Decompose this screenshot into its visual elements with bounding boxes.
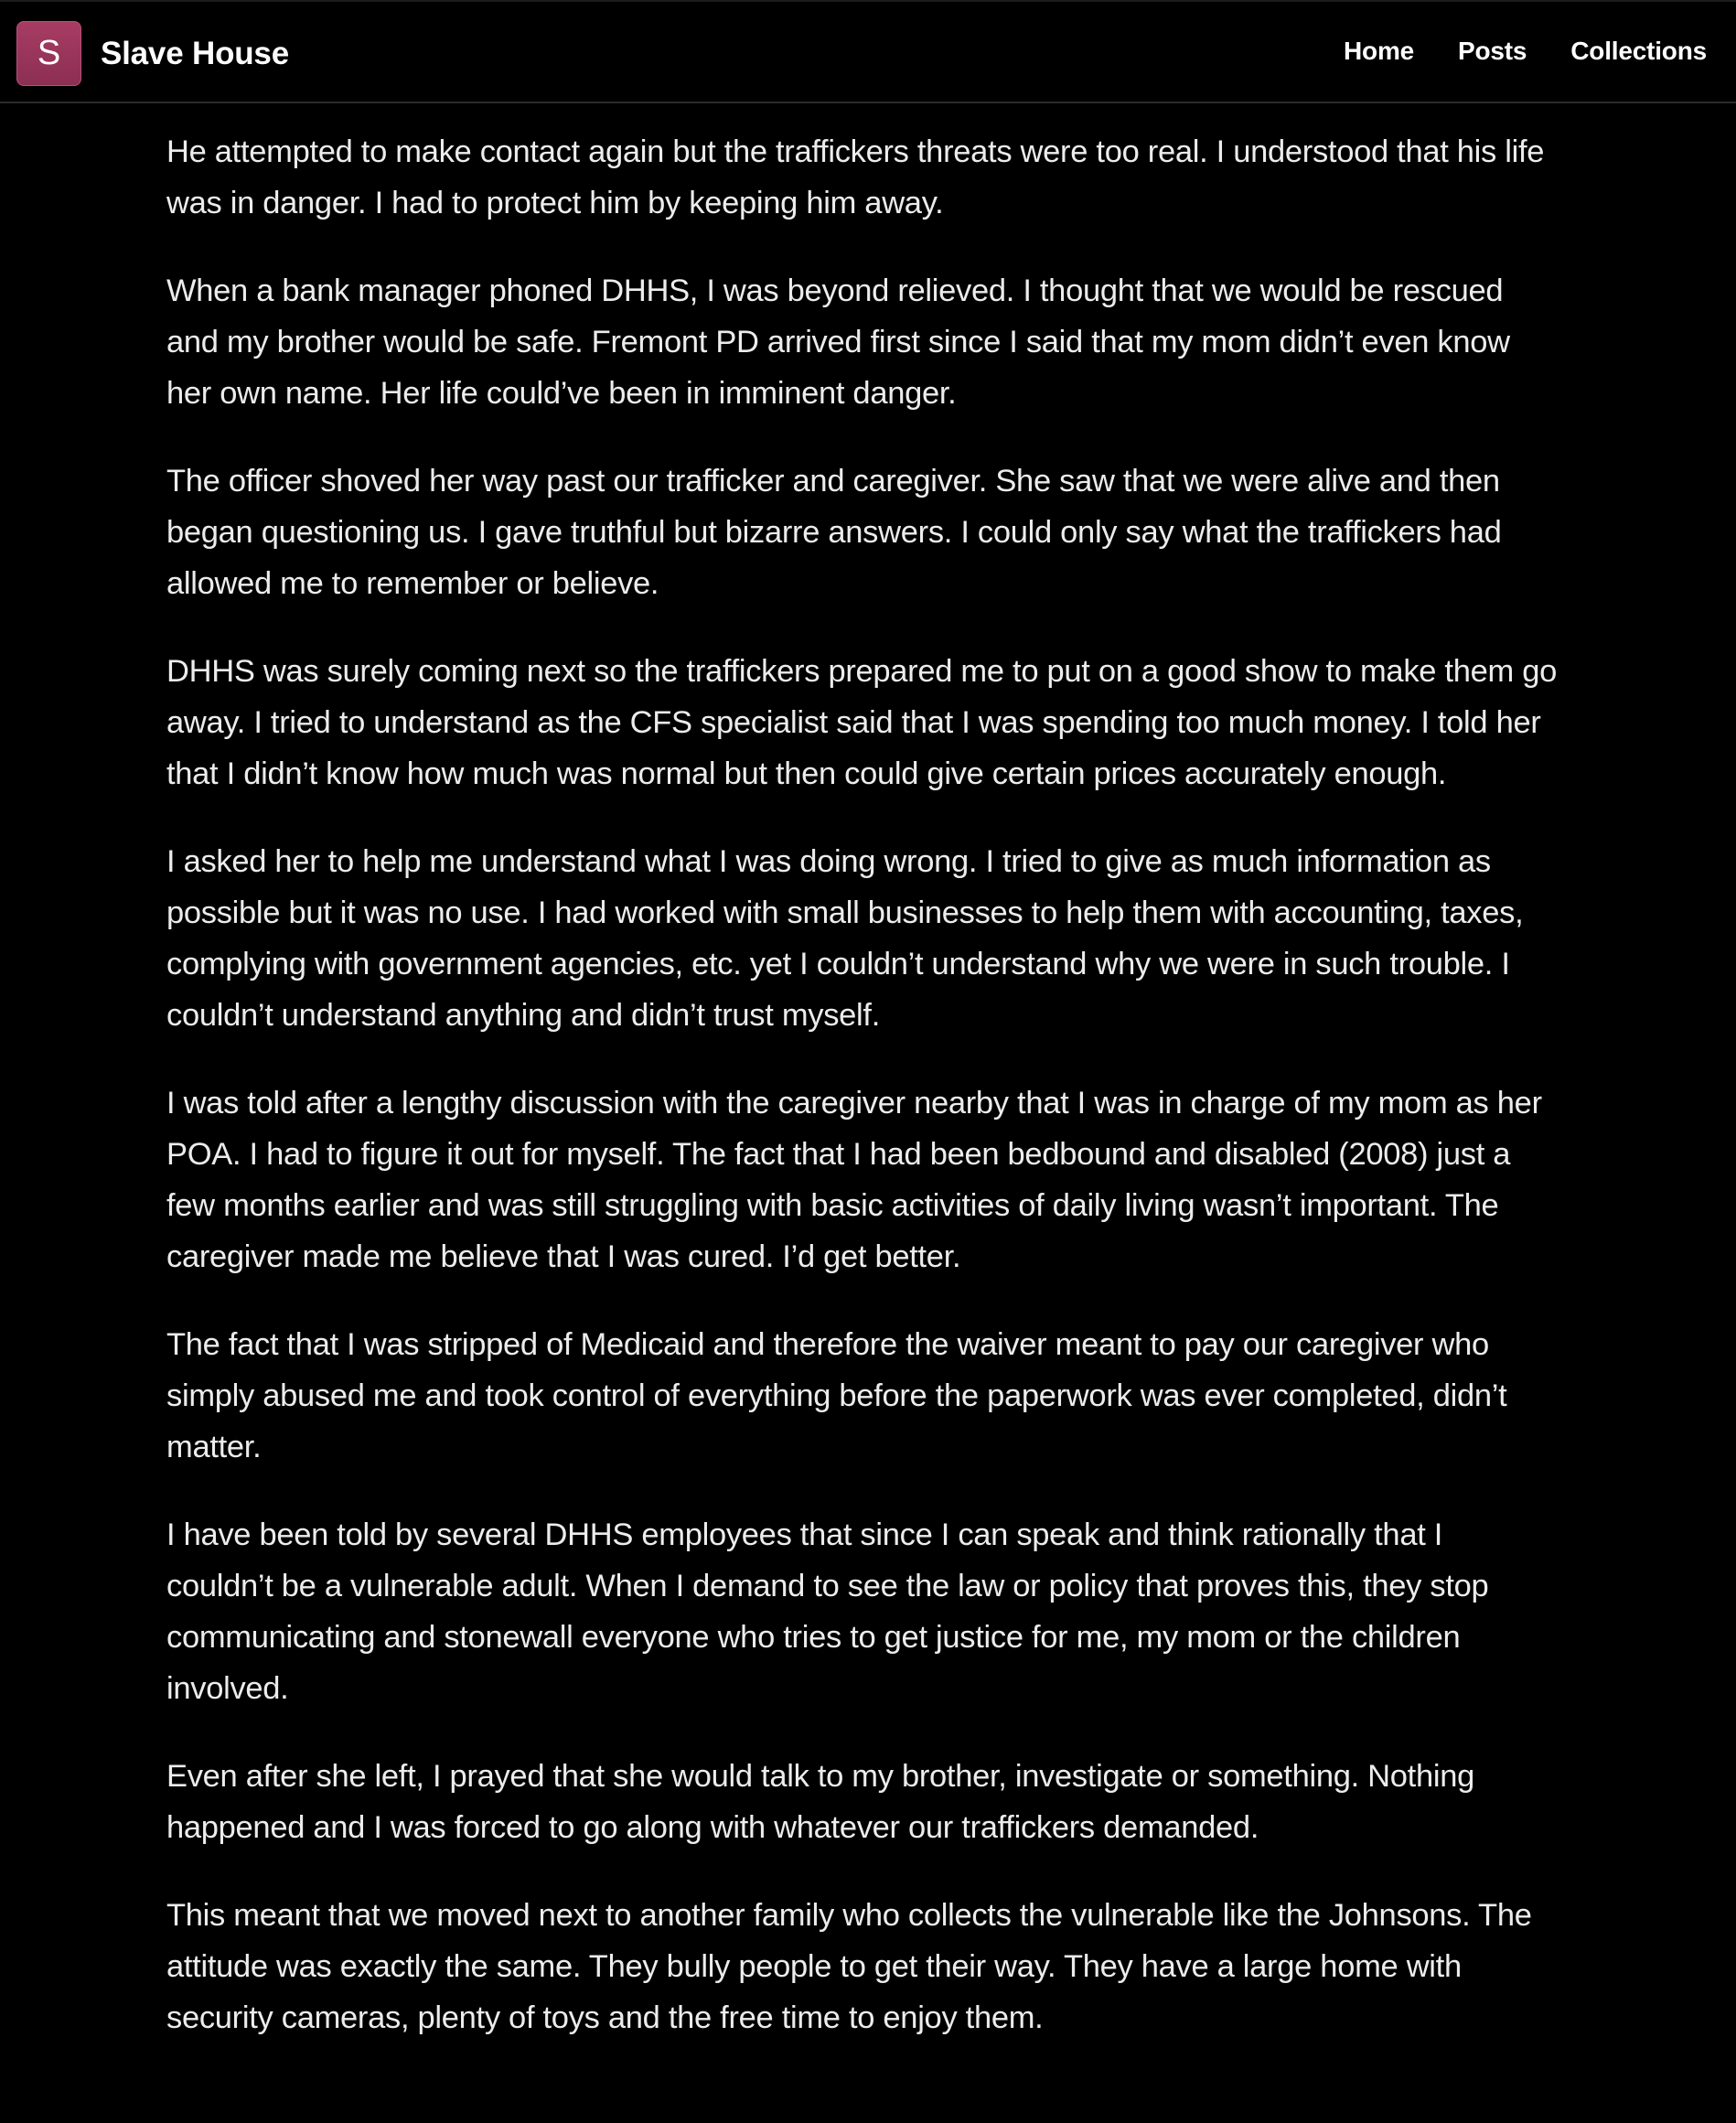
article-paragraph: I asked her to help me understand what I was doing wrong. I tried to give as much information as possible but it was no use. I had worked with small businesses to help them with accounting, taxes, complying with government agencies, etc. yet I couldn’t understand why we were in such trouble. I couldn’t understand anything and didn’t trust myself. — [166, 844, 1524, 1033]
article-paragraph: I was told after a lengthy discussion with the caregiver nearby that I was in charge of my mom as her POA. I had to figure it out for myself. The fact that I had been bedbound and disabled (2008) just a few months earlier and was still struggling with basic activities of daily living wasn’t important. The caregiver made me believe that I was cured. I’d get better. — [166, 1086, 1542, 1274]
nav-collections-link[interactable]: Collections — [1570, 37, 1707, 65]
article-paragraph: The officer shoved her way past our trafficker and caregiver. She saw that we were alive and then began questioning us. I gave truthful but bizarre answers. I could only say what the traffickers had allowed me to remember or believe. — [166, 464, 1502, 601]
avatar-letter: S — [37, 34, 61, 72]
site-brand-link[interactable] — [16, 21, 289, 86]
article-paragraph: The fact that I was stripped of Medicaid and therefore the waiver meant to pay our caregiver who simply abused me and took control of everything before the paperwork was ever completed, didn’t matter. — [166, 1327, 1507, 1464]
nav-home-link[interactable]: Home — [1344, 37, 1415, 65]
article-paragraph: This meant that we moved next to another family who collects the vulnerable like the Johnsons. The attitude was exactly the same. They bully people to get their way. They have a large home with security cameras, plenty of toys and the free time to enjoy them. — [166, 1898, 1532, 2035]
nav-posts-link[interactable]: Posts — [1458, 37, 1527, 65]
article-paragraph: DHHS was surely coming next so the traffickers prepared me to put on a good show to make them go away. I tried to understand as the CFS specialist said that I was spending too much money. I told her that I didn’t know how much was normal but then could give certain prices accurately enough. — [166, 654, 1557, 791]
article-body — [166, 126, 1557, 2080]
article-paragraph: Even after she left, I prayed that she would talk to my brother, investigate or something. Nothing happened and I was forced to go along with whatever our traffickers demanded. — [166, 1759, 1474, 1845]
article-paragraph: He attempted to make contact again but the traffickers threats were too real. I understood that his life was in danger. I had to protect him by keeping him away. — [166, 134, 1545, 220]
site-avatar — [16, 21, 81, 86]
site-title: Slave House — [101, 35, 289, 71]
article-paragraph: When a bank manager phoned DHHS, I was beyond relieved. I thought that we would be rescued and my brother would be safe. Fremont PD arrived first since I said that my mom didn’t even know her own name. Her life could’ve been in imminent danger. — [166, 273, 1510, 411]
top-navigation-bar — [0, 0, 1736, 103]
article-paragraph: I have been told by several DHHS employees that since I can speak and think rationally that I couldn’t be a vulnerable adult. When I demand to see the law or policy that proves this, they stop communicating and stonewall everyone who tries to get justice for me, my mom or the children involved. — [166, 1517, 1489, 1706]
main-nav — [1300, 37, 1707, 66]
